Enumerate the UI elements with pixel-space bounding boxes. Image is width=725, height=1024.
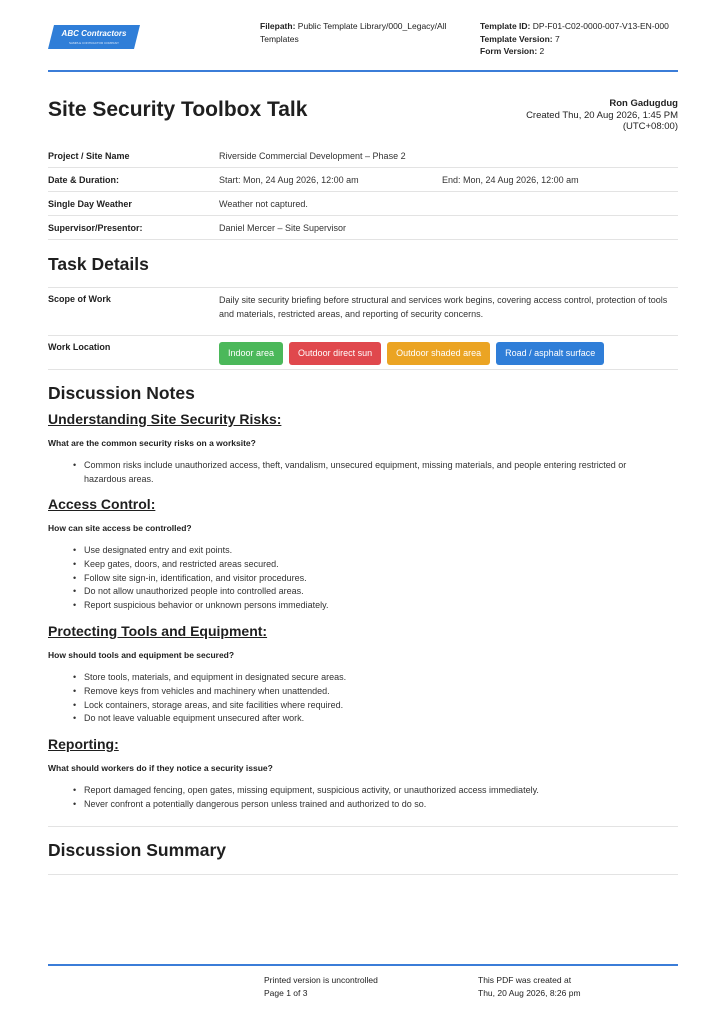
svg-text:ABC Contractors: ABC Contractors <box>61 29 127 38</box>
section-divider <box>48 826 678 827</box>
list-item: • Do not allow unauthorized people into controlled areas. <box>70 585 670 599</box>
section-title-risks: Understanding Site Security Risks: <box>48 411 282 427</box>
bullet-list-risks <box>70 459 670 487</box>
document-header <box>48 20 678 72</box>
company-logo <box>48 25 140 49</box>
footer-created-info <box>478 974 581 1000</box>
title-row <box>48 96 678 136</box>
created-timezone: (UTC+08:00) <box>622 121 678 132</box>
template-meta-block <box>480 20 690 58</box>
svg-text:SAMPLE CONTRACTOR COMPANY: SAMPLE CONTRACTOR COMPANY <box>69 41 119 45</box>
supervisor-label: Supervisor/Presentor: <box>48 223 143 233</box>
info-row-weather <box>48 192 678 216</box>
list-item: • Store tools, materials, and equipment in designated secure areas. <box>70 671 670 685</box>
task-details-table <box>48 287 678 370</box>
discussion-summary-heading: Discussion Summary <box>48 840 226 860</box>
supervisor-value: Daniel Mercer – Site Supervisor <box>219 223 347 233</box>
creator-block <box>526 98 678 133</box>
work-location-badges <box>219 342 610 365</box>
bullet-list-tools <box>70 671 670 726</box>
form-version-label: Form Version: <box>480 46 538 56</box>
page-number: Page 1 of 3 <box>264 988 308 998</box>
date-start: Start: Mon, 24 Aug 2026, 12:00 am <box>219 175 359 185</box>
pdf-created-date: Thu, 20 Aug 2026, 8:26 pm <box>478 988 581 998</box>
footer-print-info <box>264 974 378 1000</box>
date-end: End: Mon, 24 Aug 2026, 12:00 am <box>442 175 579 185</box>
filepath-label: Filepath: <box>260 21 296 31</box>
task-details-heading: Task Details <box>48 254 149 274</box>
filepath-block <box>260 20 460 45</box>
question-access: How can site access be controlled? <box>48 523 192 533</box>
template-id-value: DP-F01-C02-0000-007-V13-EN-000 <box>532 21 669 31</box>
work-location-label: Work Location <box>48 342 111 352</box>
location-badge-outdoor-shaded: Outdoor shaded area <box>387 342 490 365</box>
location-badge-road: Road / asphalt surface <box>496 342 604 365</box>
scope-value: Daily site security briefing before structural and services work begins, covering access control, protection of tools and materials, restricted areas, and reporting of security concerns. <box>219 295 668 319</box>
list-item: • Report damaged fencing, open gates, missing equipment, suspicious activity, or unauthorized access immediately. <box>70 784 670 798</box>
list-item: • Use designated entry and exit points. <box>70 544 670 558</box>
info-row-date <box>48 168 678 192</box>
template-version-label: Template Version: <box>480 33 553 44</box>
pdf-created-label: This PDF was created at <box>478 975 572 985</box>
template-id-label: Template ID: <box>480 21 531 31</box>
question-tools: How should tools and equipment be secured? <box>48 650 235 660</box>
location-badge-indoor: Indoor area <box>219 342 283 365</box>
scope-label: Scope of Work <box>48 294 111 304</box>
document-footer <box>48 964 678 998</box>
site-info-table <box>48 144 678 240</box>
list-item: • Common risks include unauthorized access, theft, vandalism, unsecured equipment, missing materials, and people entering restricted or hazardous areas. <box>70 459 670 487</box>
bullet-list-access <box>70 544 670 613</box>
page-title: Site Security Toolbox Talk <box>48 98 308 121</box>
weather-label: Single Day Weather <box>48 199 132 209</box>
work-location-row <box>48 336 678 370</box>
section-title-reporting: Reporting: <box>48 736 119 752</box>
template-version-value: 7 <box>554 33 560 44</box>
form-version-value: 2 <box>539 46 545 56</box>
created-date: Created Thu, 20 Aug 2026, 1:45 PM <box>526 109 678 121</box>
list-item: • Do not leave valuable equipment unsecured after work. <box>70 712 670 726</box>
list-item: • Remove keys from vehicles and machinery when unattended. <box>70 685 670 699</box>
discussion-notes-heading: Discussion Notes <box>48 383 195 403</box>
question-risks: What are the common security risks on a worksite? <box>48 438 256 448</box>
creator-name: Ron Gadugdug <box>609 98 678 109</box>
location-badge-outdoor-sun: Outdoor direct sun <box>289 342 381 365</box>
list-item: • Lock containers, storage areas, and site facilities where required. <box>70 699 670 713</box>
bullet-list-reporting <box>70 784 670 812</box>
project-value: Riverside Commercial Development – Phase 2 <box>219 151 406 161</box>
list-item: • Never confront a potentially dangerous person unless trained and authorized to do so. <box>70 798 670 812</box>
list-item: • Report suspicious behavior or unknown persons immediately. <box>70 599 670 613</box>
info-row-supervisor <box>48 216 678 240</box>
date-label: Date & Duration: <box>48 175 120 185</box>
section-title-tools: Protecting Tools and Equipment: <box>48 623 268 639</box>
list-item: • Keep gates, doors, and restricted areas secured. <box>70 558 670 572</box>
filepath-value: Public Template Library/000_Legacy/All Templates <box>260 21 447 44</box>
section-title-access: Access Control: <box>48 496 156 512</box>
uncontrolled-note: Printed version is uncontrolled <box>264 975 378 985</box>
list-item: • Follow site sign-in, identification, and visitor procedures. <box>70 572 670 586</box>
scope-row <box>48 288 678 336</box>
summary-divider <box>48 874 678 875</box>
weather-value: Weather not captured. <box>219 199 308 209</box>
info-row-project <box>48 144 678 168</box>
project-label: Project / Site Name <box>48 151 130 161</box>
question-reporting: What should workers do if they notice a security issue? <box>48 763 273 773</box>
